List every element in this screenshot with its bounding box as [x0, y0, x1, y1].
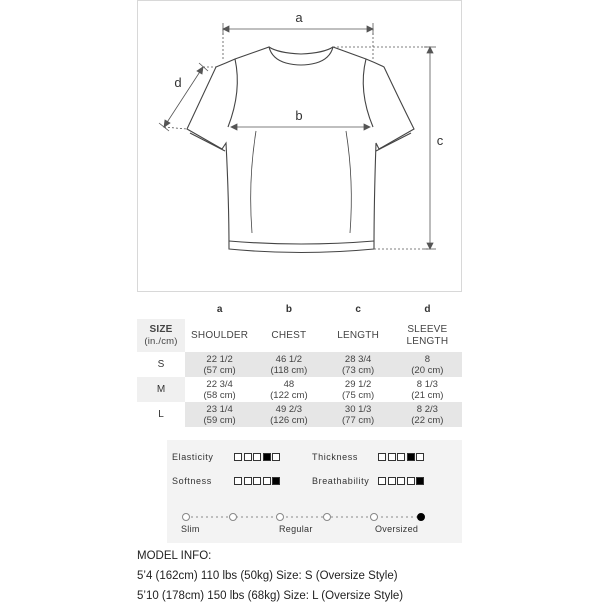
tshirt-neckband	[269, 47, 333, 54]
size-table-letter-row	[137, 299, 462, 319]
table-cell	[324, 352, 393, 377]
cell-cm: (58 cm)	[203, 389, 236, 401]
tshirt-right-shoulder-seam	[363, 59, 373, 127]
fit-stop	[324, 514, 331, 521]
row-size-s: S	[137, 352, 185, 377]
tshirt-outline	[187, 47, 414, 253]
table-cell	[324, 377, 393, 402]
dim-label-a: a	[295, 10, 303, 25]
table-cell	[393, 377, 462, 402]
col-letter-a: a	[216, 303, 223, 315]
col-letter-c: c	[355, 303, 361, 315]
cell-cm: (57 cm)	[203, 364, 236, 376]
fit-label-regular: Regular	[279, 524, 313, 534]
dim-label-b: b	[295, 108, 303, 123]
table-cell	[254, 352, 323, 377]
cell-cm: (118 cm)	[270, 364, 308, 376]
fit-stop	[371, 514, 378, 521]
unit-header-label: (in./cm)	[144, 335, 178, 347]
table-cell	[185, 402, 254, 427]
model-info-line-2: 5’10 (178cm) 150 lbs (68kg) Size: L (Oversize Style)	[137, 590, 404, 602]
fit-stop	[183, 514, 190, 521]
cell-cm: (77 cm)	[342, 414, 375, 426]
size-header	[137, 319, 185, 352]
tshirt-diagram	[138, 1, 463, 293]
cell-inch: 22 1/2	[206, 353, 233, 365]
breathability-label: Breathability	[312, 476, 370, 486]
cell-inch: 48	[283, 378, 295, 390]
table-row	[137, 352, 462, 377]
cell-cm: (20 cm)	[411, 364, 444, 376]
cell-cm: (22 cm)	[411, 414, 444, 426]
tshirt-hem	[229, 241, 374, 244]
cell-cm: (122 cm)	[270, 389, 308, 401]
model-info-title: MODEL INFO:	[137, 550, 212, 562]
size-table-header-row	[137, 319, 462, 352]
softness-label: Softness	[172, 476, 212, 486]
cell-inch: 8 1/3	[416, 378, 438, 390]
col-letter-b: b	[285, 303, 292, 315]
col-header-sleeve-length: SLEEVE LENGTH	[393, 319, 462, 352]
tshirt-left-shoulder-seam	[228, 59, 237, 127]
table-cell	[185, 352, 254, 377]
tshirt-right-sleeve-hem	[376, 133, 411, 151]
cell-inch: 8	[424, 353, 431, 365]
fit-stop-selected	[418, 514, 425, 521]
size-header-label: SIZE	[149, 323, 173, 335]
cell-cm: (73 cm)	[342, 364, 375, 376]
cell-inch: 22 3/4	[206, 378, 233, 390]
tshirt-left-side-seam	[251, 131, 256, 233]
table-cell	[254, 377, 323, 402]
row-size-l: L	[137, 402, 185, 427]
cell-cm: (59 cm)	[203, 414, 236, 426]
cell-cm: (126 cm)	[270, 414, 308, 426]
shirt-diagram-frame	[137, 0, 462, 292]
table-row	[137, 402, 462, 427]
model-info	[137, 546, 403, 606]
dim-label-c: c	[436, 133, 444, 148]
table-cell	[254, 402, 323, 427]
cell-inch: 46 1/2	[275, 353, 303, 365]
col-header-chest: CHEST	[254, 319, 323, 352]
cell-inch: 29 1/2	[344, 378, 372, 390]
model-info-line-1: 5’4 (162cm) 110 lbs (50kg) Size: S (Oversize Style)	[137, 570, 398, 582]
table-cell	[324, 402, 393, 427]
cell-inch: 49 2/3	[275, 403, 303, 415]
table-cell	[393, 402, 462, 427]
col-letter-d: d	[424, 303, 431, 315]
dim-line-d	[164, 67, 203, 127]
fabric-attributes-panel	[167, 440, 462, 543]
tshirt-right-side-seam	[346, 131, 351, 233]
col-header-length: LENGTH	[324, 319, 393, 352]
cell-inch: 8 2/3	[416, 403, 438, 415]
fit-label-oversized: Oversized	[375, 524, 419, 534]
table-row	[137, 377, 462, 402]
cell-cm: (75 cm)	[342, 389, 375, 401]
dim-label-d: d	[174, 75, 182, 90]
table-cell	[393, 352, 462, 377]
row-size-m: M	[137, 377, 185, 402]
cell-cm: (21 cm)	[411, 389, 444, 401]
elasticity-label: Elasticity	[172, 452, 214, 462]
tshirt-left-sleeve-hem	[190, 133, 225, 151]
thickness-label: Thickness	[312, 452, 358, 462]
table-cell	[185, 377, 254, 402]
cell-inch: 28 3/4	[344, 353, 372, 365]
fit-label-slim: Slim	[181, 524, 200, 534]
size-table	[137, 299, 462, 427]
fit-stop	[230, 514, 237, 521]
cell-inch: 30 1/3	[344, 403, 372, 415]
fit-stop	[277, 514, 284, 521]
size-table-corner	[137, 299, 185, 319]
col-header-shoulder: SHOULDER	[185, 319, 254, 352]
cell-inch: 23 1/4	[206, 403, 233, 415]
